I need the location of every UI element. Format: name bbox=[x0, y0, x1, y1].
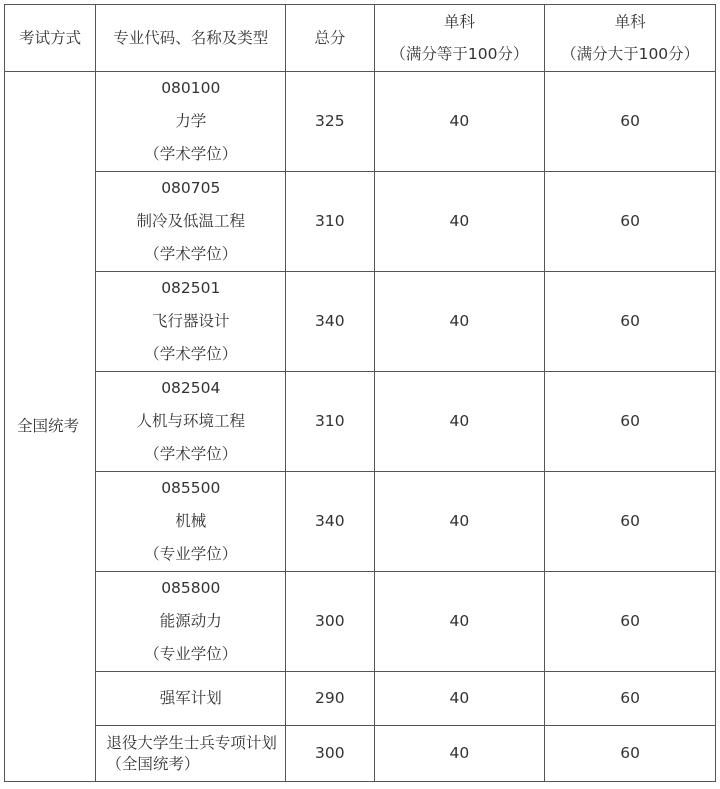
total-score: 300 bbox=[286, 726, 374, 782]
single-score-100: 40 bbox=[374, 272, 545, 372]
header-method: 考试方式 bbox=[5, 5, 96, 72]
total-score: 310 bbox=[286, 172, 374, 272]
single-score-100: 40 bbox=[374, 472, 545, 572]
major-cell bbox=[96, 472, 286, 572]
major-cell bbox=[96, 172, 286, 272]
table-row bbox=[5, 472, 716, 572]
major-type: （学术学位） bbox=[144, 345, 238, 363]
header-single-note: （满分等于100分） bbox=[390, 45, 529, 63]
major-name: 能源动力 bbox=[159, 612, 222, 630]
table-row bbox=[5, 672, 716, 726]
plan-name-cell: 强军计划 bbox=[96, 672, 286, 726]
single-score-above100: 60 bbox=[545, 572, 716, 672]
major-type: （学术学位） bbox=[144, 245, 238, 263]
header-single-note: （满分大于100分） bbox=[561, 45, 700, 63]
major-type: （学术学位） bbox=[144, 445, 238, 463]
major-type: （学术学位） bbox=[144, 145, 238, 163]
single-score-above100: 60 bbox=[545, 72, 716, 172]
header-single-label: 单科 bbox=[443, 13, 475, 31]
major-code: 080100 bbox=[161, 79, 221, 97]
major-name: 机械 bbox=[175, 512, 207, 530]
single-score-100: 40 bbox=[374, 72, 545, 172]
header-single-above100 bbox=[545, 5, 716, 72]
header-single-label: 单科 bbox=[614, 13, 646, 31]
single-score-above100: 60 bbox=[545, 726, 716, 782]
table-row bbox=[5, 572, 716, 672]
header-total: 总分 bbox=[286, 5, 374, 72]
single-score-100: 40 bbox=[374, 672, 545, 726]
table-row bbox=[5, 172, 716, 272]
table-row bbox=[5, 372, 716, 472]
total-score: 325 bbox=[286, 72, 374, 172]
total-score: 340 bbox=[286, 272, 374, 372]
major-type: （专业学位） bbox=[144, 545, 238, 563]
single-score-above100: 60 bbox=[545, 172, 716, 272]
exam-method-cell: 全国统考 bbox=[5, 72, 96, 782]
major-name: 制冷及低温工程 bbox=[136, 212, 246, 230]
major-cell bbox=[96, 272, 286, 372]
major-code: 082501 bbox=[161, 279, 221, 297]
header-major: 专业代码、名称及类型 bbox=[96, 5, 286, 72]
header-row bbox=[5, 5, 716, 72]
major-code: 085500 bbox=[161, 479, 221, 497]
single-score-100: 40 bbox=[374, 172, 545, 272]
table-row bbox=[5, 72, 716, 172]
major-name: 人机与环境工程 bbox=[136, 412, 246, 430]
major-name: 力学 bbox=[175, 112, 207, 130]
major-code: 082504 bbox=[161, 379, 221, 397]
total-score: 290 bbox=[286, 672, 374, 726]
table-row bbox=[5, 272, 716, 372]
single-score-above100: 60 bbox=[545, 672, 716, 726]
single-score-above100: 60 bbox=[545, 372, 716, 472]
major-name: 飞行器设计 bbox=[152, 312, 230, 330]
total-score: 300 bbox=[286, 572, 374, 672]
major-code: 080705 bbox=[161, 179, 221, 197]
single-score-above100: 60 bbox=[545, 472, 716, 572]
veteran-plan-name-cell: 退役大学生士兵专项计划（全国统考） bbox=[96, 726, 286, 782]
major-code: 085800 bbox=[161, 579, 221, 597]
major-type: （专业学位） bbox=[144, 645, 238, 663]
score-table bbox=[4, 4, 716, 782]
single-score-above100: 60 bbox=[545, 272, 716, 372]
major-cell bbox=[96, 72, 286, 172]
single-score-100: 40 bbox=[374, 572, 545, 672]
major-cell bbox=[96, 372, 286, 472]
total-score: 340 bbox=[286, 472, 374, 572]
single-score-100: 40 bbox=[374, 372, 545, 472]
header-single-full100 bbox=[374, 5, 545, 72]
single-score-100: 40 bbox=[374, 726, 545, 782]
major-cell bbox=[96, 572, 286, 672]
total-score: 310 bbox=[286, 372, 374, 472]
table-row bbox=[5, 726, 716, 782]
